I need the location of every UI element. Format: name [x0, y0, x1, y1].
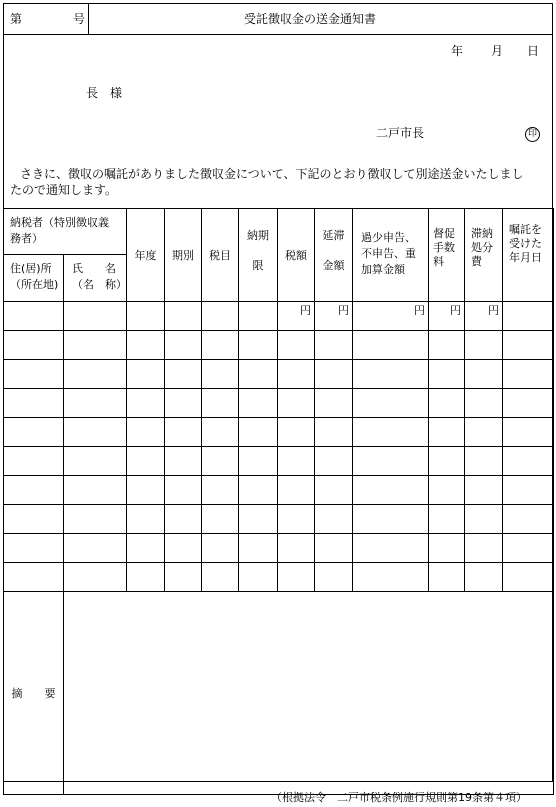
header-late-fee [315, 209, 353, 302]
header-reminder-fee [429, 209, 465, 302]
header-late-l1: 延滞 [322, 229, 345, 242]
header-taxpayer-l1: 納税者（特別徴収義 [10, 216, 109, 229]
recipient: 長 様 [86, 86, 123, 100]
cost-yen: 円 [465, 302, 503, 331]
header-name-l2: （名 称） [72, 278, 127, 291]
header-due-l2: 限 [252, 259, 264, 272]
header-due-date [239, 209, 278, 302]
cell [202, 302, 239, 331]
table-row [4, 447, 554, 476]
addtax-yen: 円 [353, 302, 429, 331]
header-disposition-cost [465, 209, 503, 302]
table-row [4, 505, 554, 534]
cell [127, 302, 165, 331]
cell [239, 302, 278, 331]
header-period: 期別 [165, 209, 202, 302]
header-divider [3, 34, 553, 35]
number-prefix: 第 [10, 12, 23, 26]
table-row [4, 360, 554, 389]
number-suffix: 号 [73, 12, 86, 26]
cell [165, 302, 202, 331]
header-address-l2: （所在地) [10, 278, 59, 291]
remittance-table [3, 208, 554, 795]
table-row [4, 302, 554, 331]
body-text-line2: たので通知します。 [10, 183, 118, 197]
document-title: 受託徴収金の送金通知書 [244, 12, 377, 26]
header-addtax-l1: 過少申告、 [361, 231, 416, 244]
sender: 二戸市長 [376, 126, 425, 140]
header-name-l1: 氏 名 [72, 262, 116, 275]
cell [64, 302, 127, 331]
table-row [4, 563, 554, 592]
header-name [64, 255, 127, 302]
header-fee-text: 督促手数料 [433, 227, 455, 268]
date-month: 月 [491, 44, 504, 58]
seal-text: 印 [525, 127, 540, 142]
summary-content [64, 592, 554, 795]
header-taxpayer-l2: 務者） [10, 232, 43, 245]
cell [4, 302, 64, 331]
table-row [4, 389, 554, 418]
table-row [4, 476, 554, 505]
header-commission-date [503, 209, 554, 302]
header-vdivider [88, 3, 89, 34]
header-date-text: 嘱託を受けた年月日 [509, 223, 542, 264]
header-addtax-l2: 不申告、重 [361, 247, 416, 260]
table-row [4, 534, 554, 563]
date-year: 年 [451, 44, 464, 58]
header-address-l1: 住(居)所 [10, 262, 52, 275]
header-tax-amount: 税額 [278, 209, 315, 302]
late-yen: 円 [315, 302, 353, 331]
summary-row [4, 592, 554, 795]
header-taxpayer [4, 209, 127, 255]
header-late-l2: 金額 [322, 259, 345, 272]
date-day: 日 [527, 44, 540, 58]
tax-yen: 円 [278, 302, 315, 331]
header-additional-tax [353, 209, 429, 302]
table-row [4, 331, 554, 360]
fee-yen: 円 [429, 302, 465, 331]
header-year: 年度 [127, 209, 165, 302]
body-text-line1: さきに、徴収の嘱託がありました徴収金について、下記のとおり徴収して別途送金いたしまし [20, 167, 524, 181]
header-addtax-l3: 加算金額 [361, 263, 405, 276]
seal-mark [525, 127, 540, 142]
legal-basis-footer: （根拠法令 二戸市税条例施行規則第19条第４項） [271, 791, 527, 804]
header-due-l1: 納期 [247, 229, 269, 242]
header-tax-item: 税目 [202, 209, 239, 302]
cell [503, 302, 554, 331]
header-address [4, 255, 64, 302]
header-cost-text: 滞納処分費 [471, 227, 493, 268]
summary-label: 摘 要 [4, 592, 64, 795]
table-row [4, 418, 554, 447]
